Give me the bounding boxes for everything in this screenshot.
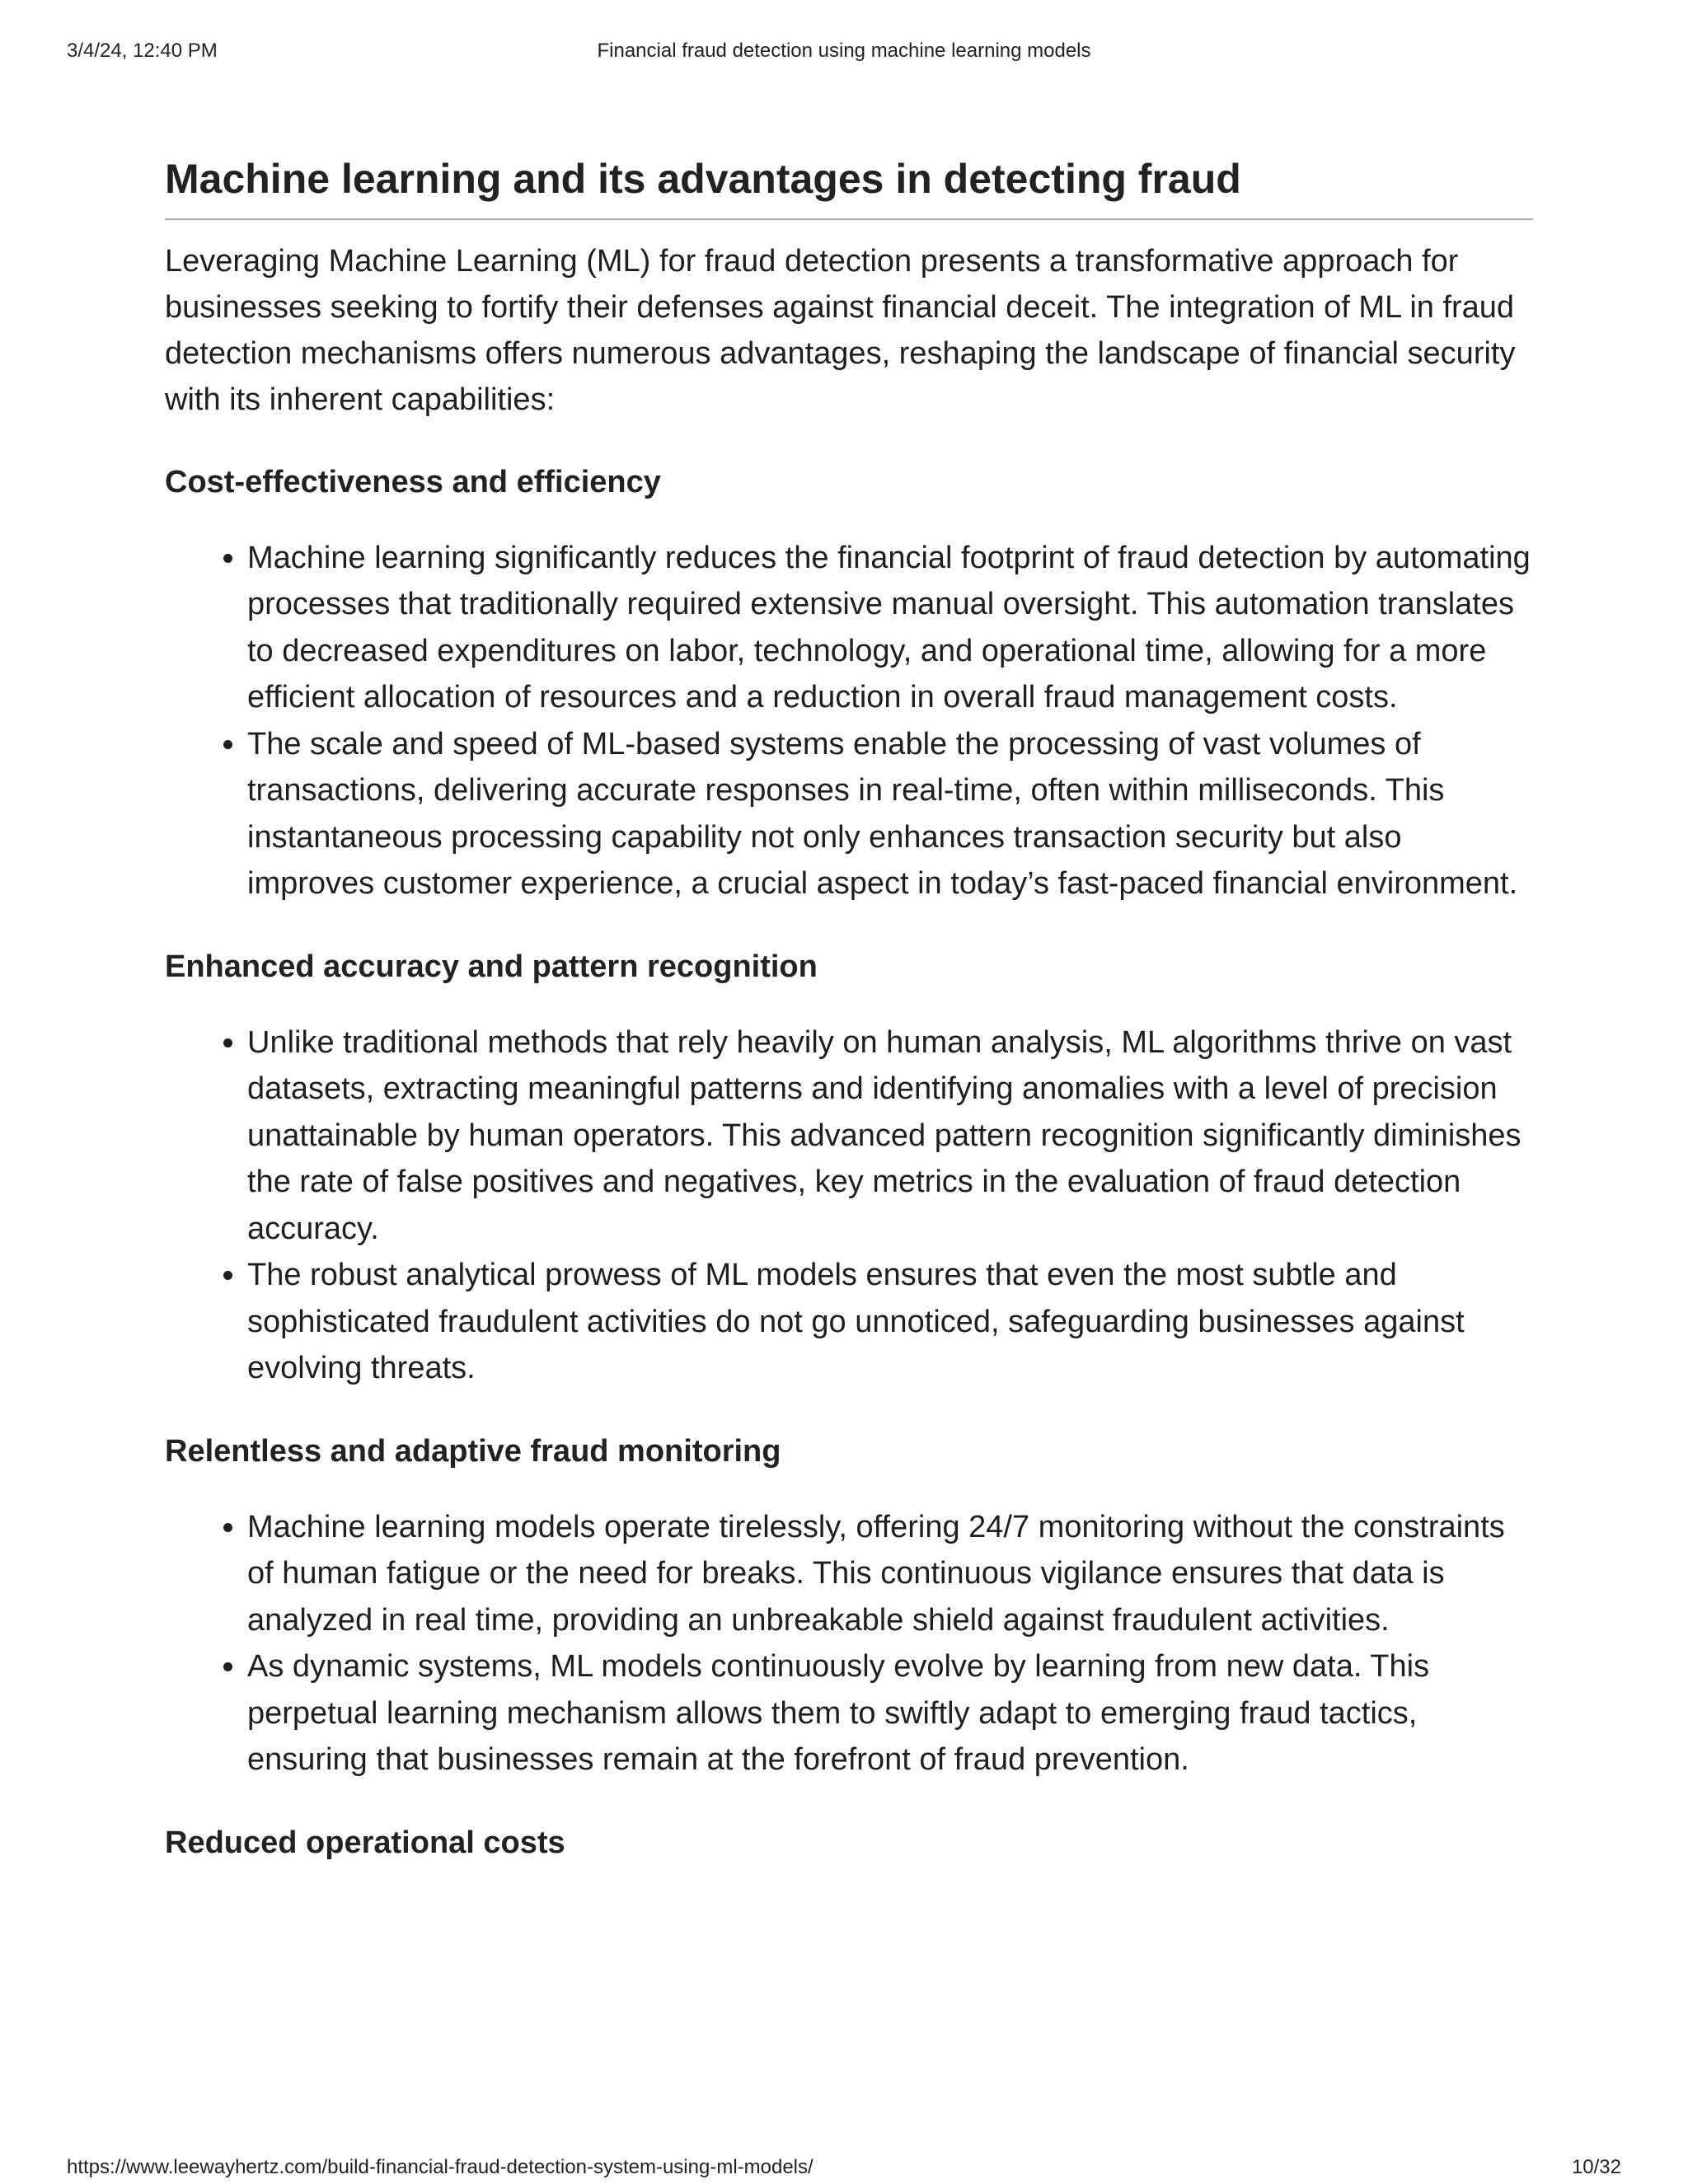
print-url: https://www.leewayhertz.com/build-financial-fraud-detection-system-using-ml-models/: [67, 2156, 814, 2178]
print-datetime: 3/4/24, 12:40 PM: [67, 40, 218, 62]
print-page-title: Financial fraud detection using machine learning models: [597, 40, 1091, 62]
article-content: [165, 153, 1533, 1864]
page-number: 10/32: [1571, 2156, 1621, 2178]
list-item: • As dynamic systems, ML models continuously evolve by learning from new data. This perpetual learning mechanism allows them to swiftly adapt to emerging fraud tactics, ensuring that businesses remain at the forefront of fraud prevention.: [247, 1643, 1533, 1783]
section-heading-fraud-monitoring: Relentless and adaptive fraud monitoring: [165, 1433, 781, 1469]
bullet-list-cost-effectiveness: [165, 535, 1533, 907]
list-item: • The scale and speed of ML-based systems enable the processing of vast volumes of transactions, delivering accurate responses in real-time, often within milliseconds. This instantaneous processing capability not only enhances transaction security but also improves customer experience, a crucial aspect in today’s fast-paced financial environment.: [247, 721, 1533, 907]
section-heading-cost-effectiveness: Cost-effectiveness and efficiency: [165, 464, 661, 499]
article-heading: Machine learning and its advantages in detecting fraud: [165, 153, 1533, 220]
list-item: • Machine learning models operate tirelessly, offering 24/7 monitoring without the constraints of human fatigue or the need for breaks. This continuous vigilance ensures that data is analyzed in real time, providing an unbreakable shield against fraudulent activities.: [247, 1504, 1533, 1644]
intro-paragraph: Leveraging Machine Learning (ML) for fraud detection presents a transformative approach for businesses seeking to fortify their defenses against financial deceit. The integration of ML in fraud detection mechanisms offers numerous advantages, reshaping the landscape of financial security with its inherent capabilities:: [165, 243, 1516, 417]
bullet-list-fraud-monitoring: [165, 1504, 1533, 1783]
section-heading-enhanced-accuracy: Enhanced accuracy and pattern recognition: [165, 949, 818, 984]
print-header: [67, 40, 1621, 69]
list-item: • The robust analytical prowess of ML models ensures that even the most subtle and sophisticated fraudulent activities do not go unnoticed, safeguarding businesses against evolving threats.: [247, 1252, 1533, 1392]
list-item: • Unlike traditional methods that rely heavily on human analysis, ML algorithms thrive on vast datasets, extracting meaningful patterns and identifying anomalies with a level of precision unattainable by human operators. This advanced pattern recognition significantly diminishes the rate of false positives and negatives, key metrics in the evaluation of fraud detection accuracy.: [247, 1019, 1533, 1253]
bullet-list-enhanced-accuracy: [165, 1019, 1533, 1392]
list-item: • Machine learning significantly reduces the financial footprint of fraud detection by automating processes that traditionally required extensive manual oversight. This automation translates to decreased expenditures on labor, technology, and operational time, allowing for a more efficient allocation of resources and a reduction in overall fraud management costs.: [247, 535, 1533, 721]
section-heading-reduced-costs: Reduced operational costs: [165, 1825, 565, 1860]
